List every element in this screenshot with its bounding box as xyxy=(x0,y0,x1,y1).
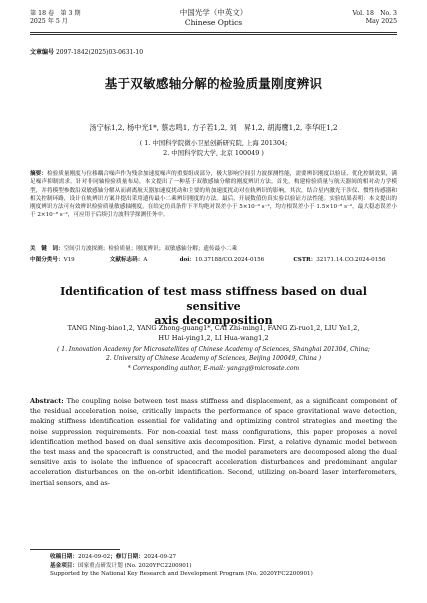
article-number-label: 文章编号 xyxy=(30,49,55,56)
document-code xyxy=(110,255,178,263)
corresponding-author: * Corresponding author, E-mail: yangzg@microsate.com xyxy=(127,364,300,372)
journal-name-en: Chinese Optics xyxy=(184,17,243,27)
en-title-line-1: Identification of test mass stiffness based on dual sensitive xyxy=(60,285,367,313)
received-date: 2024-09-02 xyxy=(77,554,111,560)
article-number xyxy=(30,47,143,56)
doi xyxy=(180,255,292,263)
en-abstract xyxy=(30,396,397,488)
doi-label: doi： xyxy=(179,257,195,263)
revised-date: 2024-09-27 xyxy=(143,554,177,560)
en-title xyxy=(40,285,387,329)
en-affiliations xyxy=(36,345,391,373)
journal-name-cn: 中国光学（中英文） xyxy=(179,8,248,17)
header-volume-cn: 第 18 卷 第 3 期 xyxy=(30,10,81,17)
footnote-supported: Supported by the National Key Research and Development Program (No. 2020YFC2200901) xyxy=(50,571,313,578)
cn-keywords xyxy=(30,244,397,252)
en-abstract-text: The coupling noise between test mass stiffness and displacement, as a significant component of the residual acceleration noise, critically impacts the performance of space gravitational wave detection, making stiffness identification essential for validating and optimizing control strategies and meeting the noise suppression requirements. For non-coaxial test mass configurations, this paper proposes a novel identification method based on dual sensitive axis decomposition. First, a relative dynamic model between the test mass and the spacecraft is constructed, and the model parameters are decomposed along the dual sensitive axis to isolate the influence of spacecraft acceleration disturbances and predominant angular acceleration disturbances on the on-orbit identification. Second, utilizing on-board laser interferometers, inertial sensors, and as- xyxy=(30,397,397,487)
cn-affiliation-1: ( 1. 中国科学院微小卫星创新研究院, 上海 201304; xyxy=(139,139,288,147)
cn-title: 基于双敏感轴分解的检验质量刚度辨识 xyxy=(104,76,323,91)
footnote xyxy=(50,553,397,579)
journal-header xyxy=(30,6,397,32)
article-number-value: 2097-1842(2025)03-0631-10 xyxy=(55,49,144,56)
received-label: 收稿日期： xyxy=(50,554,78,560)
en-affiliation-1: ( 1. Innovation Academy for Microsatellites of Chinese Academy of Sciences, Shanghai 201304, China; xyxy=(57,346,370,353)
cn-affiliation-2: 2. 中国科学院大学, 北京 100049 ) xyxy=(163,148,264,157)
cstr-value: 32171.14.CO.2024-0156 xyxy=(316,257,386,263)
doi-link[interactable]: 10.37188/CO.2024-0156 xyxy=(194,257,265,263)
header-issue-en xyxy=(353,10,398,26)
cn-authors: 汤宁标1,2, 杨中光1*, 蔡志鸣1, 方子若1,2, 刘 昇1,2, 胡海鹰1,2, 李华旺1,2 xyxy=(89,123,338,132)
cstr xyxy=(293,255,385,263)
footnote-fund xyxy=(50,562,397,571)
revised-label: ；修订日期： xyxy=(110,554,144,560)
cn-abstract-label: 摘要： xyxy=(30,171,47,177)
header-rule-bottom xyxy=(30,34,397,35)
doc-code-value: A xyxy=(143,257,148,263)
footnote-dates xyxy=(50,553,397,562)
en-authors-line-2: HU Hai-ying1,2, LI Hua-wang1,2 xyxy=(158,333,269,342)
cn-abstract-text: 检验质量刚度与位移耦合噪声作为残余加速度噪声的重要组成部分，极大影响空间引力波探测性能，需要辨识刚度以验证、优化控制效果，满足噪声抑制需求。针对非同轴检验质量布局，本文提出了一种基于双敏感轴分解的刚度辨识方法。首先，构建检验质量与航天器间的相对动力学模型，并将模型参数沿双敏感轴分解从而剥离航天器加速度扰动和主要的角加速度扰动对在轨辨识的影响。其次，结合星内激光干涉仪、惯性传感器和相关控制环路，设计在轨辨识方案并提出采用遗传最小二乘辨识刚度的方法。最后，开展数值仿真实验以验证方法性能。实验结果表明：本文提出的刚度辨识方法可有效辨识检验质量敏感轴刚度，在给定仿真条件下平均绝对误差小于 5×10⁻⁹ s⁻²，均方根误差小于 1.5×10⁻⁸ s⁻²，最大稳态误差小于 2×10⁻⁸ s⁻²，可应用于后续引力波科学探测任务中。 xyxy=(30,171,397,219)
cn-abstract xyxy=(30,170,397,220)
clc-number xyxy=(30,255,108,263)
header-date-en: May 2025 xyxy=(365,18,397,25)
header-rule-top xyxy=(30,32,397,33)
en-title-line-2: axis decomposition xyxy=(154,314,273,327)
header-date-cn: 2025 年 5 月 xyxy=(30,18,68,25)
doc-code-label: 文献标志码： xyxy=(109,257,144,263)
fund-text: 国家重点研发计划 (No. 2020YFC2200901) xyxy=(77,562,192,569)
en-authors xyxy=(40,324,387,343)
classification-line xyxy=(30,255,397,263)
keywords-text: 空间引力波探测；检验质量；刚度辨识；双敏感轴分解；遗传最小二乘 xyxy=(63,246,237,252)
keywords-label: 关 键 词： xyxy=(30,246,64,252)
clc-label: 中图分类号： xyxy=(30,257,64,263)
footnote-rule xyxy=(30,549,120,550)
header-journal-name xyxy=(30,8,397,27)
en-authors-line-1: TANG Ning-biao1,2, YANG Zhong-guang1*, CAI Zhi-ming1, FANG Zi-ruo1,2, LIU Ye1,2, xyxy=(67,324,360,332)
clc-value: V19 xyxy=(63,257,75,263)
en-affiliation-2: 2. University of Chinese Academy of Sciences, Beijing 100049, China ) xyxy=(105,355,322,363)
cstr-label: CSTR： xyxy=(293,257,317,263)
fund-label: 基金项目： xyxy=(50,562,78,569)
en-abstract-label: Abstract: xyxy=(30,397,64,405)
cn-affiliations xyxy=(0,139,427,158)
header-volume-en: Vol. 18 No. 3 xyxy=(352,10,397,17)
